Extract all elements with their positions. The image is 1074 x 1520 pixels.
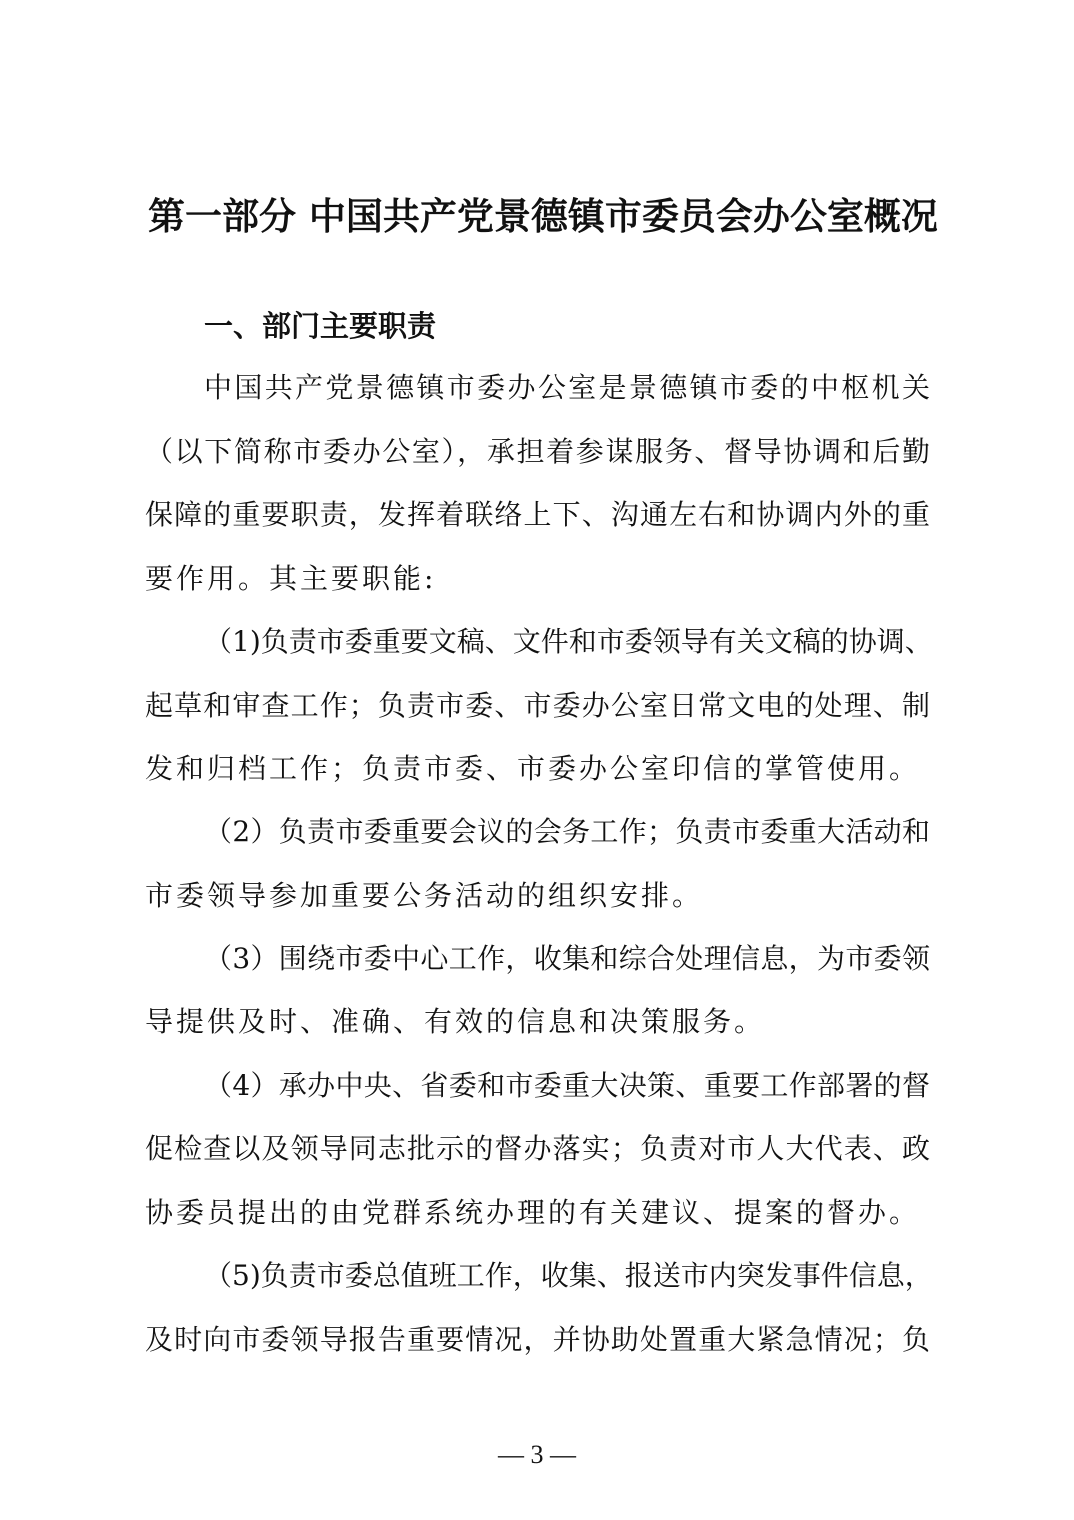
page-number: — 3 — — [498, 1440, 576, 1469]
text-line: 及时向市委领导报告重要情况，并协助处置重大紧急情况；负 — [145, 1323, 930, 1356]
page-title: 第一部分 中国共产党景德镇市委员会办公室概况 — [148, 195, 938, 238]
section-heading: 一、部门主要职责 — [204, 309, 437, 343]
text-line: 市委领导参加重要公务活动的组织安排。 — [145, 879, 704, 912]
text-line: （以下简称市委办公室），承担着参谋服务、督导协调和后勤 — [145, 435, 930, 468]
text-line: 促检查以及领导同志批示的督办落实；负责对市人大代表、政 — [145, 1132, 930, 1165]
text-line: 协委员提出的由党群系统办理的有关建议、提案的督办。 — [145, 1196, 921, 1229]
text-line: 起草和审查工作；负责市委、市委办公室日常文电的处理、制 — [145, 689, 930, 722]
text-line: （5)负责市委总值班工作，收集、报送市内突发事件信息， — [204, 1259, 933, 1292]
text-line: （3）围绕市委中心工作，收集和综合处理信息，为市委领 — [204, 942, 930, 975]
text-line: 发和归档工作；负责市委、市委办公室印信的掌管使用。 — [145, 752, 921, 785]
text-line: （4）承办中央、省委和市委重大决策、重要工作部署的督 — [204, 1069, 930, 1102]
text-line: 中国共产党景德镇市委办公室是景德镇市委的中枢机关 — [204, 371, 930, 404]
text-line: 导提供及时、准确、有效的信息和决策服务。 — [145, 1005, 766, 1038]
text-line: （1)负责市委重要文稿、文件和市委领导有关文稿的协调、 — [204, 625, 933, 658]
text-line: （2）负责市委重要会议的会务工作；负责市委重大活动和 — [204, 815, 930, 848]
text-line: 要作用。其主要职能: — [145, 562, 437, 595]
text-line: 保障的重要职责，发挥着联络上下、沟通左右和协调内外的重 — [145, 498, 930, 531]
